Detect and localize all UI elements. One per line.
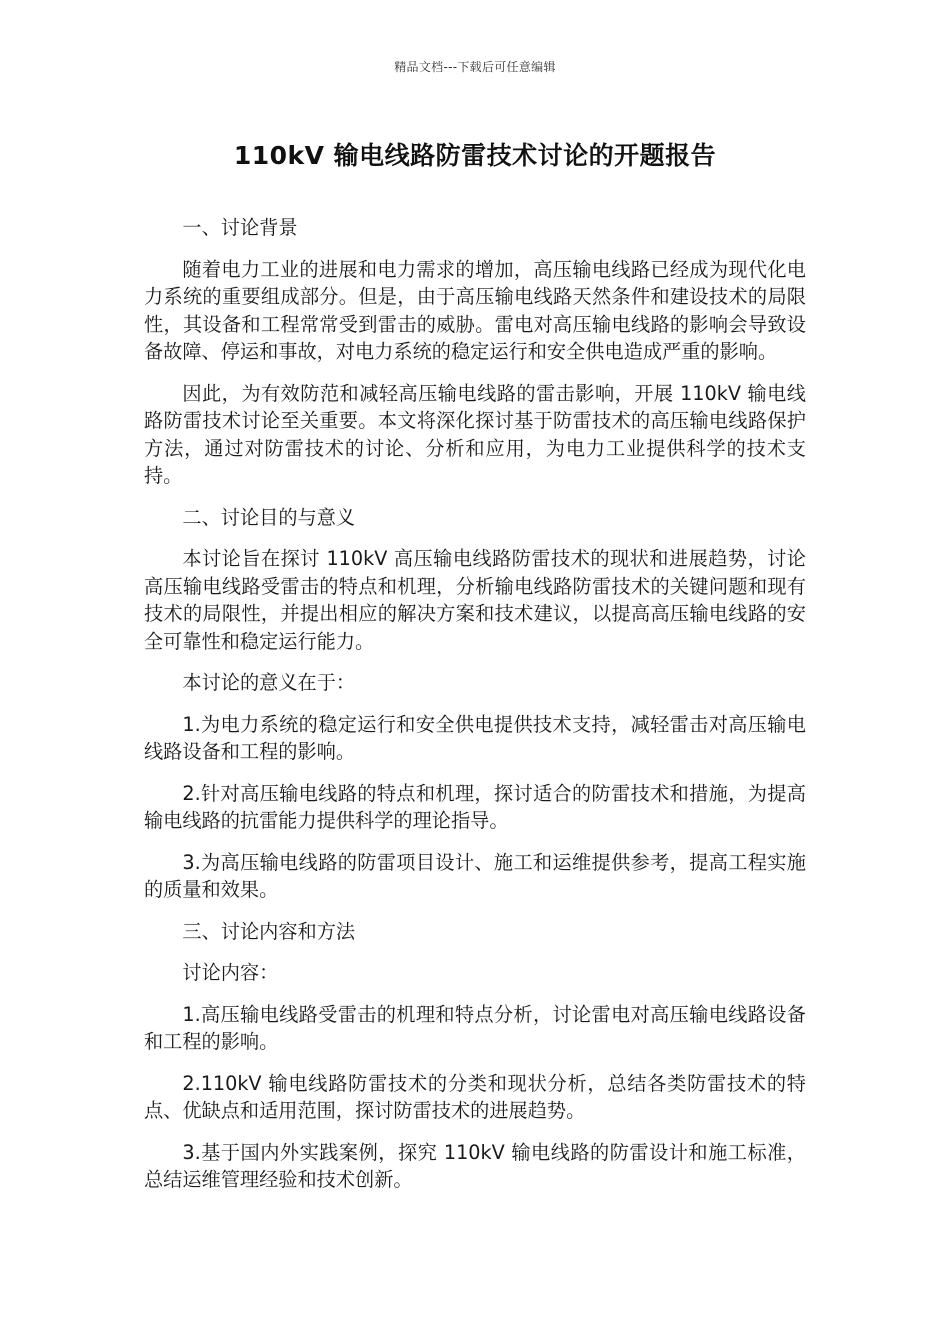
list-item-significance-3: 3.为高压输电线路的防雷项目设计、施工和运维提供参考，提高工程实施的质量和效果。 — [144, 850, 806, 901]
document-title: 110kV 输电线路防雷技术讨论的开题报告 — [233, 141, 717, 170]
list-item-content-1: 1.高压输电线路受雷击的机理和特点分析，讨论雷电对高压输电线路设备和工程的影响。 — [144, 1002, 806, 1053]
document-body — [144, 214, 806, 1208]
paragraph-background-2: 因此，为有效防范和减轻高压输电线路的雷击影响，开展 110kV 输电线路防雷技术讨论至关重要。本文将深化探讨基于防雷技术的高压输电线路保护方法，通过对防雷技术的讨论、分析和应用，为电力工业提供科学的技术支持。 — [144, 381, 806, 487]
list-item-content-3: 3.基于国内外实践案例，探究 110kV 输电线路的防雷设计和施工标准，总结运维管理经验和技术创新。 — [144, 1140, 806, 1191]
paragraph-background-1: 随着电力工业的进展和电力需求的增加，高压输电线路已经成为现代化电力系统的重要组成部分。但是，由于高压输电线路天然条件和建设技术的局限性，其设备和工程常常受到雷击的威胁。雷电对高压输电线路的影响会导致设备故障、停运和事故，对电力系统的稳定运行和安全供电造成严重的影响。 — [144, 257, 806, 363]
paragraph-significance-intro: 本讨论的意义在于： — [182, 671, 356, 694]
section-heading-purpose: 二、讨论目的与意义 — [182, 505, 356, 529]
header-note: 精品文档---下载后可任意编辑 — [394, 60, 556, 74]
paragraph-purpose-1: 本讨论旨在探讨 110kV 高压输电线路防雷技术的现状和进展趋势，讨论高压输电线路受雷击的特点和机理，分析输电线路防雷技术的关键问题和现有技术的局限性，并提出相应的解决方案和技术建议，以提高高压输电线路的安全可靠性和稳定运行能力。 — [144, 547, 806, 653]
list-item-significance-2: 2.针对高压输电线路的特点和机理，探讨适合的防雷技术和措施，为提高输电线路的抗雷能力提供科学的理论指导。 — [144, 781, 806, 832]
section-heading-content-methods: 三、讨论内容和方法 — [182, 919, 356, 943]
list-item-content-2: 2.110kV 输电线路防雷技术的分类和现状分析，总结各类防雷技术的特点、优缺点和适用范围，探讨防雷技术的进展趋势。 — [144, 1071, 806, 1122]
paragraph-content-label: 讨论内容： — [182, 961, 279, 984]
list-item-significance-1: 1.为电力系统的稳定运行和安全供电提供技术支持，减轻雷击对高压输电线路设备和工程的影响。 — [144, 712, 806, 763]
section-heading-background: 一、讨论背景 — [182, 216, 298, 239]
